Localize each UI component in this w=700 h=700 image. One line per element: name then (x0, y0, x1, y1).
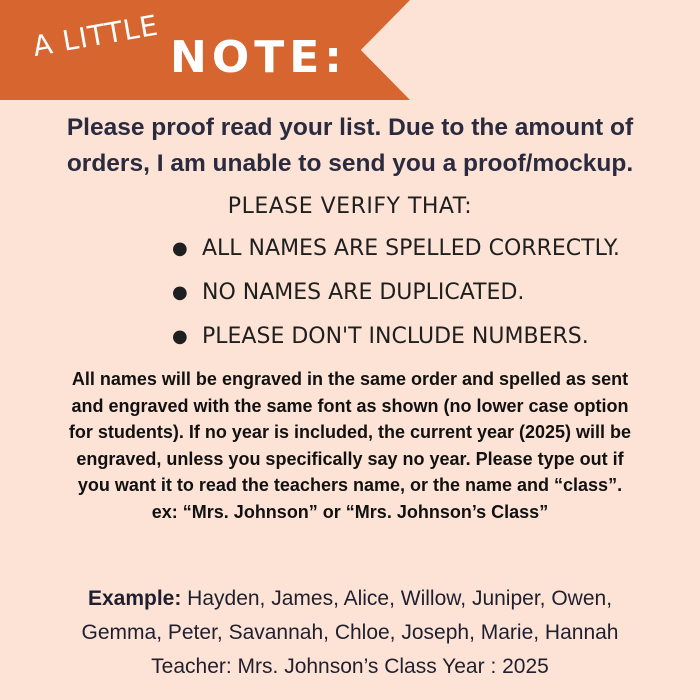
details-line: ex: “Mrs. Johnson” or “Mrs. Johnson’s Class” (151, 501, 549, 522)
details-line: for students). If no year is included, the current year (2025) will be (68, 422, 632, 442)
details-line: All names will be engraved in the same order and spelled as sent (71, 369, 629, 389)
list-item (172, 320, 620, 364)
example-text (10, 582, 690, 684)
list-item-text: ALL NAMES ARE SPELLED CORRECTLY. (202, 236, 620, 261)
example-line (10, 582, 690, 616)
intro-line: Please proof read your list. Due to the amount of (66, 114, 634, 141)
bullet-icon: ● (172, 238, 188, 259)
list-item (172, 276, 620, 320)
verify-list (172, 232, 620, 364)
example-line: Teacher: Mrs. Johnson’s Class Year : 2025 (151, 655, 549, 678)
banner-title: NOTE: (170, 32, 347, 83)
intro-line: orders, I am unable to send you a proof/mockup. (66, 150, 634, 177)
details-line: engraved, unless you specifically say no year. Please type out if (76, 448, 624, 469)
bullet-icon: ● (172, 326, 188, 347)
list-item (172, 232, 620, 276)
example-line: Gemma, Peter, Savannah, Chloe, Joseph, Marie, Hannah (81, 621, 619, 644)
banner-small-text: A LITTLE (30, 8, 161, 63)
intro-text (0, 110, 700, 182)
details-line: you want it to read the teachers name, or the name and “class”. (77, 475, 623, 495)
verify-title: PLEASE VERIFY THAT: (227, 194, 473, 219)
list-item-text: PLEASE DON'T INCLUDE NUMBERS. (202, 324, 589, 349)
details-line: and engraved with the same font as shown (no lower case option (71, 395, 629, 416)
example-names: Hayden, James, Alice, Willow, Juniper, Owen, (181, 587, 613, 610)
list-item-text: NO NAMES ARE DUPLICATED. (202, 280, 525, 305)
example-label: Example: (87, 587, 182, 610)
bullet-icon: ● (172, 282, 188, 303)
details-text (10, 366, 690, 525)
